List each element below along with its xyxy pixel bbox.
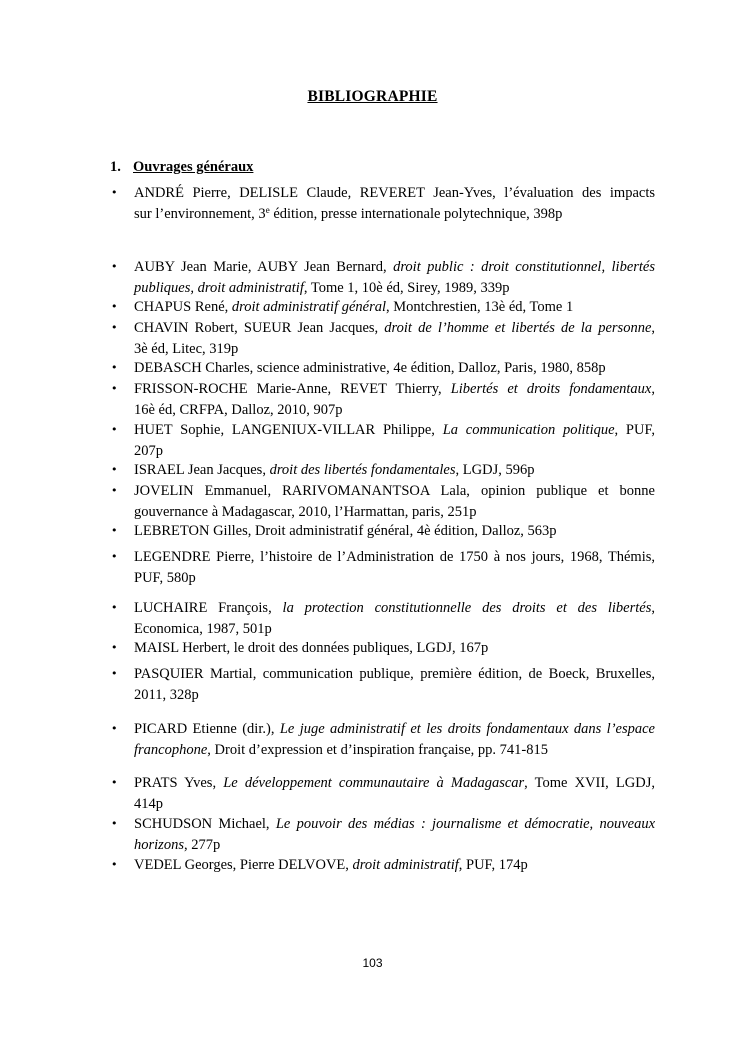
- entry-line: [134, 400, 655, 421]
- bibliography-entry: [111, 379, 655, 420]
- entry-line: [134, 502, 655, 523]
- entry-line: [134, 204, 655, 225]
- bullet-icon: •: [111, 260, 118, 273]
- italic-title-text: Le juge administratif et les droits fondamentaux dans l’espace: [279, 721, 655, 737]
- bibliography-entry: [111, 547, 655, 588]
- italic-title-text: Le pouvoir des médias : journalisme et démocratie, nouveaux: [275, 816, 656, 832]
- bibliography-entry: [111, 719, 655, 760]
- entry-text: CHAVIN Robert, SUEUR Jean Jacques,: [134, 320, 385, 336]
- superscript-text: e: [265, 204, 270, 215]
- entry-text: , 277p: [183, 836, 221, 853]
- entry-line: [134, 568, 655, 589]
- bibliography-entry: [111, 481, 655, 522]
- entry-line: [134, 318, 655, 339]
- entry-line: [134, 685, 655, 706]
- entry-text: 414p: [134, 795, 163, 812]
- bullet-icon: •: [111, 423, 118, 436]
- entry-text: ,: [651, 600, 655, 616]
- entry-line: [134, 740, 655, 761]
- entry-text: , PUF,: [614, 422, 655, 438]
- bibliography-entry: [111, 855, 655, 876]
- entry-text: FRISSON-ROCHE Marie-Anne, REVET Thierry,: [134, 381, 451, 397]
- entry-text: édition, presse internationale polytechnique, 398p: [269, 205, 563, 222]
- italic-title-text: la protection constitutionnelle des droits et des libertés: [282, 600, 652, 616]
- bibliography-entry: [111, 420, 655, 461]
- entry-line: [134, 257, 655, 278]
- bibliography-entry: [111, 814, 656, 855]
- bibliography-entry: [111, 318, 656, 359]
- section-heading: [110, 159, 253, 176]
- italic-title-text: publiques, droit administratif: [134, 279, 304, 296]
- bibliography-entry: [111, 257, 656, 298]
- entry-line: [134, 664, 655, 685]
- entry-line: [134, 598, 655, 619]
- entry-line: [134, 521, 655, 542]
- entry-line: [134, 278, 655, 299]
- entry-text: , Montchrestien, 13è éd, Tome 1: [386, 299, 574, 315]
- entry-text: , LGDJ, 596p: [455, 462, 535, 478]
- entry-line: [134, 379, 655, 400]
- italic-title-text: droit des libertés fondamentales: [269, 462, 456, 478]
- entry-text: 207p: [134, 442, 163, 459]
- bibliography-entry: [111, 638, 655, 659]
- entry-line: [134, 547, 655, 568]
- bullet-icon: •: [111, 484, 118, 497]
- italic-title-text: droit public : droit constitutionnel, libertés: [393, 259, 656, 275]
- entry-text: LEGENDRE Pierre, l’histoire de l’Administration de 1750 à nos jours, 1968, Thémis,: [134, 549, 655, 565]
- page-title: BIBLIOGRAPHIE: [307, 88, 438, 105]
- entry-line: [134, 420, 655, 441]
- page-number: 103: [362, 956, 383, 970]
- entry-text: PRATS Yves,: [134, 775, 224, 791]
- bibliography-entry: [111, 183, 655, 224]
- bibliography-entry: [111, 521, 655, 542]
- entry-line: [134, 339, 655, 360]
- entry-text: HUET Sophie, LANGENIUX-VILLAR Philippe,: [134, 422, 443, 438]
- entry-text: , Droit d’expression et d’inspiration française, pp. 741-815: [207, 741, 548, 758]
- entry-text: sur l’environnement, 3: [134, 205, 266, 222]
- italic-title-text: droit de l’homme et libertés de la personne: [384, 320, 652, 336]
- italic-title-text: horizons: [134, 836, 184, 853]
- entry-line: [134, 719, 655, 740]
- entry-text: , Tome XVII, LGDJ,: [524, 775, 655, 791]
- entry-line: [134, 835, 655, 856]
- entry-text: AUBY Jean Marie, AUBY Jean Bernard,: [134, 259, 394, 275]
- italic-title-text: francophone: [134, 741, 208, 758]
- bullet-icon: •: [111, 186, 118, 199]
- entry-text: LUCHAIRE François,: [134, 600, 283, 616]
- entry-text: ,: [651, 381, 655, 397]
- entry-text: PUF, 580p: [134, 569, 196, 586]
- bullet-icon: •: [111, 382, 118, 395]
- bullet-icon: •: [111, 601, 118, 614]
- bibliography-entry: [111, 773, 655, 814]
- bibliography-entry: [111, 664, 655, 705]
- entry-text: PASQUIER Martial, communication publique, première édition, de Boeck, Bruxelles,: [134, 666, 655, 682]
- entry-line: [134, 441, 655, 462]
- entry-line: [134, 183, 655, 204]
- bullet-icon: •: [111, 722, 118, 735]
- entry-line: [134, 619, 655, 640]
- bullet-icon: •: [111, 361, 118, 374]
- bullet-icon: •: [111, 667, 118, 680]
- italic-title-text: Libertés et droits fondamentaux: [450, 381, 652, 397]
- italic-title-text: droit administratif: [352, 857, 459, 873]
- italic-title-text: Le développement communautaire à Madagascar: [223, 775, 525, 791]
- bullet-icon: •: [111, 817, 118, 830]
- entry-text: Economica, 1987, 501p: [134, 620, 272, 637]
- entry-text: 3è éd, Litec, 319p: [134, 340, 239, 357]
- entry-text: VEDEL Georges, Pierre DELVOVE,: [134, 857, 353, 873]
- bullet-icon: •: [111, 321, 118, 334]
- entry-text: LEBRETON Gilles, Droit administratif général, 4è édition, Dalloz, 563p: [134, 523, 557, 539]
- section-number: 1.: [110, 159, 121, 175]
- bullet-icon: •: [111, 858, 118, 871]
- bullet-icon: •: [111, 550, 118, 563]
- entry-line: [134, 814, 655, 835]
- entry-text: ,: [651, 320, 656, 336]
- entry-text: 2011, 328p: [134, 686, 199, 703]
- bibliography-entry: [111, 598, 655, 639]
- entry-line: [134, 773, 655, 794]
- entry-text: SCHUDSON Michael,: [134, 816, 276, 832]
- entry-text: , PUF, 174p: [458, 857, 528, 873]
- entry-text: ANDRÉ Pierre, DELISLE Claude, REVERET Jean-Yves, l’évaluation des impacts: [134, 185, 655, 201]
- entry-text: 16è éd, CRFPA, Dalloz, 2010, 907p: [134, 401, 343, 418]
- entry-line: [134, 855, 655, 876]
- bibliography-entry: [111, 358, 655, 379]
- bullet-icon: •: [111, 776, 118, 789]
- entry-text: , Tome 1, 10è éd, Sirey, 1989, 339p: [303, 279, 510, 296]
- entry-text: MAISL Herbert, le droit des données publiques, LGDJ, 167p: [134, 640, 489, 656]
- entry-line: [134, 794, 655, 815]
- entry-line: [134, 297, 655, 318]
- entry-text: DEBASCH Charles, science administrative, 4e édition, Dalloz, Paris, 1980, 858p: [134, 360, 606, 376]
- bibliography-entry: [111, 460, 655, 481]
- italic-title-text: droit administratif général: [231, 299, 387, 315]
- entry-text: CHAPUS René,: [134, 299, 232, 315]
- entry-text: JOVELIN Emmanuel, RARIVOMANANTSOA Lala, opinion publique et bonne: [134, 483, 655, 499]
- entry-text: ISRAEL Jean Jacques,: [134, 462, 270, 478]
- entry-text: gouvernance à Madagascar, 2010, l’Harmattan, paris, 251p: [134, 503, 477, 520]
- entry-text: PICARD Etienne (dir.),: [134, 721, 280, 737]
- italic-title-text: La communication politique: [442, 422, 615, 438]
- entry-line: [134, 460, 655, 481]
- entry-line: [134, 481, 655, 502]
- bullet-icon: •: [111, 524, 118, 537]
- bullet-icon: •: [111, 463, 118, 476]
- entry-line: [134, 358, 655, 379]
- bibliography-entry: [111, 297, 655, 318]
- bullet-icon: •: [111, 300, 118, 313]
- section-label: Ouvrages généraux: [133, 159, 254, 175]
- bullet-icon: •: [111, 641, 118, 654]
- entry-line: [134, 638, 655, 659]
